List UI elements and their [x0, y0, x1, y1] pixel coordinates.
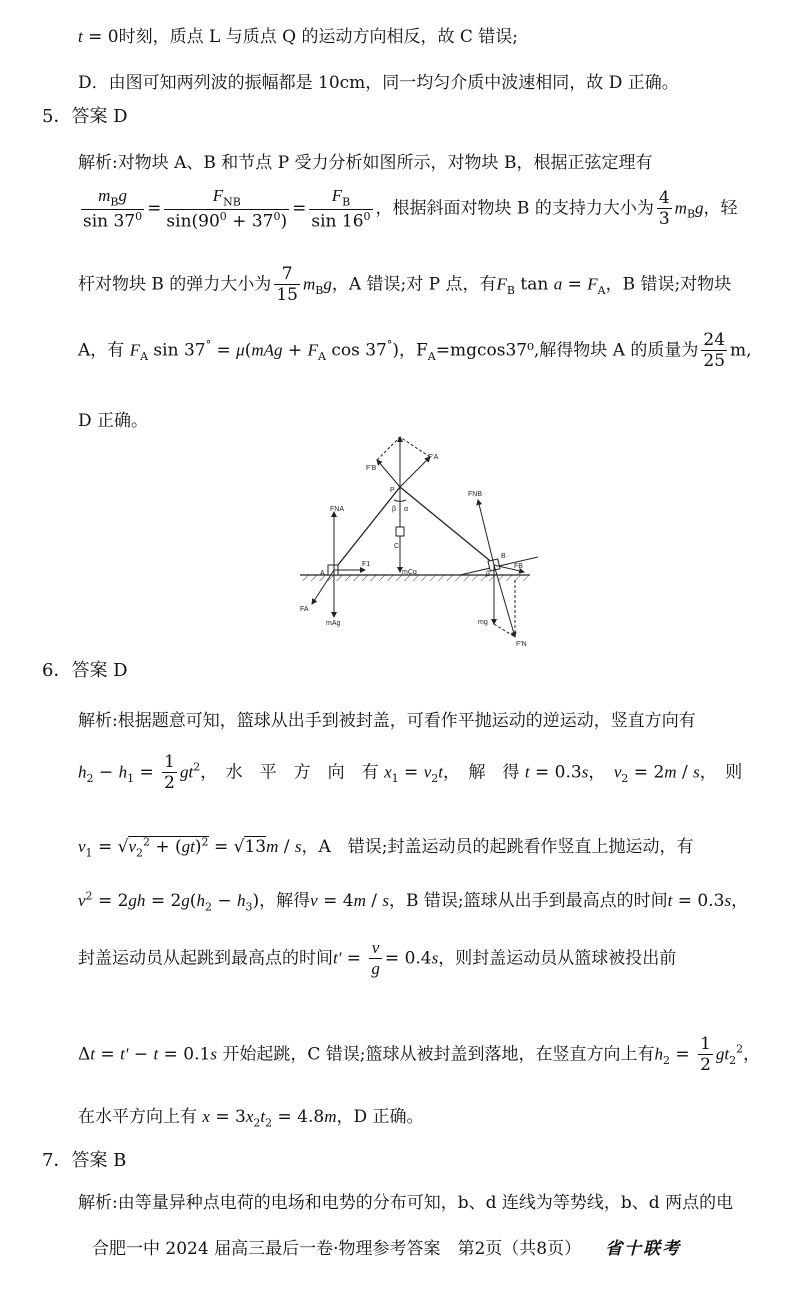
q4-line-d: D．由图可知两列波的振幅都是 10cm，同一均匀介质中波速相同，故 D 正确。	[78, 73, 679, 93]
label-fnb: FNB	[468, 491, 482, 498]
q6-para-3: $v_1 = √v_2^2 + (gt)^2 = √13m / s$，A 错误;封盖运动员的起跳看作竖直上抛运动，有	[78, 835, 694, 860]
q6-answer: 6．答案 D	[42, 660, 128, 681]
label-fa-small: FA	[300, 606, 309, 613]
q6-para-7: 在水平方向上有 $x = 3x_2t_2 = 4.8m$，D 正确。	[78, 1107, 424, 1130]
label-b: B	[501, 553, 506, 560]
force-arrows	[312, 437, 524, 637]
label-fna: FNA	[330, 506, 344, 513]
label-mg: mg	[478, 619, 488, 626]
q6-para-5: 封盖运动员从起跳到最高点的时间t' = $\frac{v}{g}$ = 0.4s，则封盖运动员从篮球被投出前	[78, 938, 677, 979]
footer-text: 合肥一中 2024 届高三最后一卷·物理参考答案 第2页（共8页）	[92, 1239, 582, 1259]
q4-line-c: t = 0时刻，质点 L 与质点 Q 的运动方向相反，故 C 错误;	[78, 27, 518, 47]
label-p: P	[390, 487, 395, 494]
label-beta-2: β	[486, 571, 491, 578]
q7-para-1: 解析:由等量异种点电荷的电场和电势的分布可知，b、d 连线为等势线，b、d 两点的电	[78, 1193, 734, 1213]
q6-para-1: 解析:根据题意可知，篮球从出手到被封盖，可看作平抛运动的逆运动，竖直方向有	[78, 711, 696, 731]
q6-para-2: $h_2 - h_1$ = $\frac{1}{2}$ $gt^2$， 水 平 方 向 有 $x_1 = v_2t$， 解 得 t = 0.3s， $v_2 = 2m / s$， 则	[78, 752, 743, 794]
q6-para-4: $v^2 = 2gh = 2g(h_2 - h_3)$，解得v = 4m / s，B 错误;篮球从出手到最高点的时间t = 0.3s，	[78, 889, 749, 914]
label-mag: mAg	[326, 620, 341, 627]
q5-para-4: A，有 $F_A$ $\sin 37^\circ = \mu(mAg + F_A$ cos 37°)，$F_A=mgcos37^0$,解得物块 A 的质量为 $\frac{24}{25}$ m,	[78, 330, 752, 372]
label-a: A	[320, 570, 325, 577]
label-alpha: α	[404, 506, 409, 513]
q6-para-6: Δt = t' − t = 0.1s 开始起跳，C 错误;篮球从被封盖到落地，在竖直方向上有$h_2$ = $\frac{1}{2}$ $gt_2^2$，	[78, 1034, 761, 1076]
label-mcg: mCg	[402, 569, 417, 576]
label-f1: F1	[362, 561, 371, 568]
label-fb: FB	[514, 563, 523, 570]
force-diagram	[290, 432, 550, 652]
q5-para-2: $\frac{m_Bg}{\sin 37^0}$ = $\frac{F_{NB}}{\sin(90^0 + 37^0)}$ = $\frac{F_B}{\sin 16^0}$ ，根据斜面对物块 B 的支持力大小为 $\frac{4}{3}$ $m_Bg$，轻	[83, 186, 738, 232]
footer-brand: 省十联考	[605, 1239, 682, 1259]
label-fa-prime: F'A	[428, 454, 439, 461]
q5-answer: 5．答案 D	[42, 106, 128, 127]
page-footer	[92, 1234, 681, 1259]
label-fb-prime: F'B	[366, 465, 377, 472]
q5-para-1: 解析:对物块 A、B 和节点 P 受力分析如图所示，对物块 B，根据正弦定理有	[78, 153, 653, 173]
label-fn-prime: F'N	[516, 641, 527, 648]
q5-para-3: 杆对物块 B 的弹力大小为 $\frac{7}{15}$ $m_Bg$，A 错误;对 P 点，有$F_B$ $\tan a = F_A$，B 错误;对物块	[78, 264, 732, 306]
q5-para-5: D 正确。	[78, 411, 149, 431]
rods	[334, 487, 494, 570]
label-c: C	[394, 543, 400, 550]
label-beta-1: β	[392, 506, 397, 513]
q7-answer: 7．答案 B	[42, 1150, 127, 1171]
string-c	[396, 487, 404, 572]
